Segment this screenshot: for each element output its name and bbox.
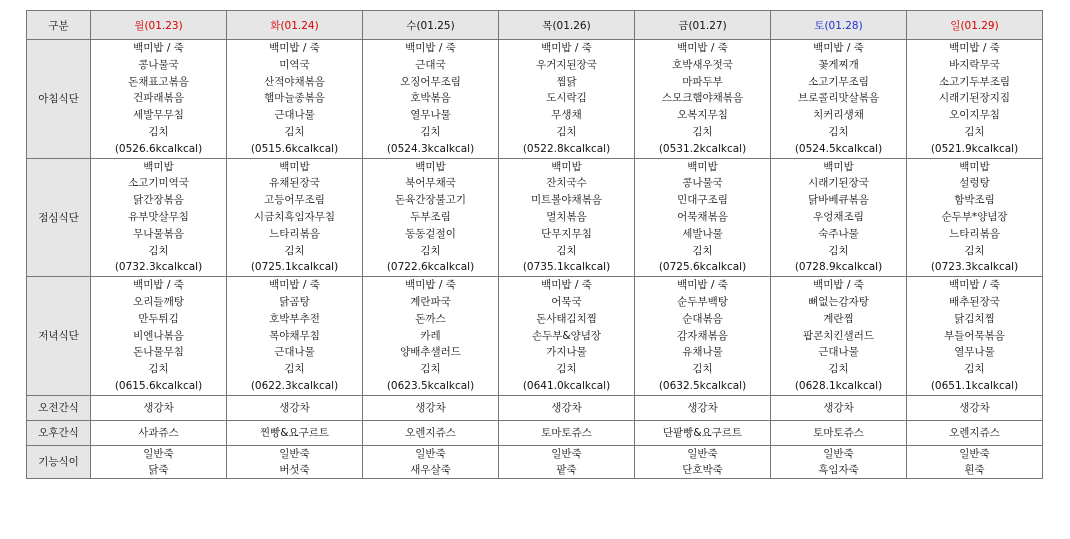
menu-item: 백미밥 / 죽 [269,42,320,54]
day-header-sun: 일(01.29) [907,11,1043,40]
menu-item: 가지나물 [546,346,587,359]
menu-item: 부들어묵볶음 [944,329,1005,342]
menu-item: 일반죽 [415,447,446,460]
menu-item: (0615.6kcalkcal) [114,379,203,392]
menu-item: 산적야채볶음 [264,75,325,88]
snack-cell: 생강차 [771,395,907,420]
day-header-wed: 수(01.25) [363,11,499,40]
menu-item: 일반죽 [143,447,174,460]
menu-item: 돈까스 [415,312,446,325]
menu-item: 김치 [420,125,441,138]
snack-cell: 오렌지쥬스 [907,420,1043,445]
menu-item: 단무지무침 [541,227,592,240]
row-label-lunch: 점심식단 [27,158,91,277]
meal-cell [907,158,1043,277]
menu-item: 소고기미역국 [128,177,189,190]
meal-cell [91,40,227,159]
menu-item: 흰죽 [964,463,985,476]
corner-header: 구분 [27,11,91,40]
menu-item: 세발무무침 [133,109,184,122]
menu-item: 시금치흑임자무침 [253,210,336,223]
menu-item: 북어무채국 [405,177,456,190]
menu-item: 김치 [692,244,713,257]
menu-item: (0728.9kcalkcal) [794,261,883,274]
meal-cell [363,158,499,277]
menu-item: 돈육간장불고기 [394,194,466,207]
day-header-thu: 목(01.26) [499,11,635,40]
day-header-fri: 금(01.27) [635,11,771,40]
menu-item: 콩나물국 [138,58,179,71]
menu-item: (0622.3kcalkcal) [250,379,339,392]
menu-item: 치커리생채 [813,109,864,122]
functional-diet-row [27,445,1043,478]
menu-item: 오복지무침 [677,109,728,122]
menu-item: 순두부백탕 [677,295,728,308]
menu-item: 일반죽 [687,447,718,460]
menu-item: 김치 [964,363,985,376]
menu-item: 뼈없는감자탕 [808,295,869,308]
menu-item: 흑임자죽 [818,463,859,476]
functional-cell [771,445,907,478]
snack-cell: 찐빵&요구르트 [227,420,363,445]
menu-item: (0651.1kcalkcal) [930,379,1019,392]
menu-item: 바지락무국 [949,58,1000,71]
meal-cell [771,158,907,277]
menu-item: 브로콜리맛살볶음 [797,92,880,105]
menu-item: 백미밥 [143,160,174,173]
snack-cell: 생강차 [907,395,1043,420]
day-header-tue: 화(01.24) [227,11,363,40]
menu-item: 김치 [828,244,849,257]
meal-cell [907,40,1043,159]
menu-item: 김치 [964,125,985,138]
menu-item: (0725.1kcalkcal) [250,261,339,274]
meal-cell [499,277,635,396]
day-header-sat: 토(01.28) [771,11,907,40]
menu-item: 닭바베큐볶음 [808,194,869,207]
menu-item: 계란파국 [410,295,451,308]
menu-item: (0522.8kcalkcal) [522,142,611,155]
meal-cell [907,277,1043,396]
menu-item: (0632.5kcalkcal) [658,379,747,392]
menu-item: (0732.3kcalkcal) [114,261,203,274]
menu-item: 김치 [420,363,441,376]
menu-item: 김치 [692,125,713,138]
menu-item: 팥죽 [556,463,577,476]
menu-item: 백미밥 / 죽 [949,42,1000,54]
menu-item: (0628.1kcalkcal) [794,379,883,392]
meal-cell [771,277,907,396]
snack-cell: 토마토쥬스 [771,420,907,445]
menu-item: 어묵채볶음 [677,210,728,223]
header-row [27,11,1043,40]
menu-item: (0521.9kcalkcal) [930,142,1019,155]
menu-item: 찜닭 [556,75,577,88]
snack-cell: 사과쥬스 [91,420,227,445]
menu-item: 백미밥 / 죽 [405,42,456,54]
menu-item: 닭김치찜 [954,312,995,325]
menu-item: 호박부추전 [269,312,320,325]
menu-item: 오징어무조림 [400,75,461,88]
meal-cell [635,158,771,277]
menu-item: 손두부&양념장 [531,329,602,342]
menu-item: 감자채볶음 [677,329,728,342]
menu-item: 김치 [964,244,985,257]
menu-item: 백미밥 / 죽 [269,279,320,292]
menu-item: (0641.0kcalkcal) [522,379,611,392]
menu-item: 김치 [284,363,305,376]
menu-item: 멸치볶음 [546,210,587,223]
menu-item: 미트볼야채볶음 [530,194,602,207]
menu-item: 양배추샐러드 [400,346,461,359]
dinner-row [27,277,1043,396]
menu-item: 고등어무조림 [264,194,325,207]
menu-item: 백미밥 / 죽 [541,42,592,54]
menu-item: 백미밥 [687,160,718,173]
menu-item: 돈채표고볶음 [128,75,189,88]
menu-item: 돈사태김치찜 [536,312,597,325]
snack-cell: 오렌지쥬스 [363,420,499,445]
meal-cell [363,277,499,396]
menu-item: (0531.2kcalkcal) [658,142,747,155]
menu-item: 백미밥 [279,160,310,173]
menu-item: 백미밥 / 죽 [677,279,728,292]
menu-item: 백미밥 [415,160,446,173]
weekly-meal-table [26,10,1043,479]
menu-item: 단호박죽 [682,463,723,476]
meal-cell [635,40,771,159]
menu-item: 김치 [828,363,849,376]
menu-item: 어묵국 [551,295,582,308]
day-header-mon: 월(01.23) [91,11,227,40]
menu-item: 새우살죽 [410,463,451,476]
menu-item: 근대나물 [274,109,315,122]
menu-item: 민대구조림 [677,194,728,207]
functional-cell [227,445,363,478]
am-snack-row [27,395,1043,420]
row-label-functional: 기능식이 [27,445,91,478]
menu-item: 유채나물 [682,346,723,359]
menu-item: 닭죽 [148,463,169,476]
lunch-row [27,158,1043,277]
menu-item: 일반죽 [551,447,582,460]
menu-item: 오리들깨탕 [133,295,184,308]
menu-item: 일반죽 [823,447,854,460]
menu-item: 김치 [284,125,305,138]
menu-item: 순대볶음 [682,312,723,325]
snack-cell: 토마토쥬스 [499,420,635,445]
menu-item: 마파두부 [682,75,723,88]
menu-item: 목야채무침 [269,329,320,342]
meal-cell [227,158,363,277]
menu-item: 백미밥 / 죽 [133,42,184,54]
menu-item: 두부조림 [410,210,451,223]
functional-cell [363,445,499,478]
menu-item: 호박새우젓국 [672,58,733,71]
menu-item: 백미밥 / 죽 [405,279,456,292]
menu-item: 스모크햄야채볶음 [661,92,744,105]
menu-item: 시래기된장국 [808,177,869,190]
meal-cell [227,40,363,159]
snack-cell: 생강차 [91,395,227,420]
menu-item: 순두부*양념장 [941,210,1008,223]
menu-item: (0735.1kcalkcal) [522,261,611,274]
menu-item: 백미밥 / 죽 [677,42,728,54]
snack-cell: 생강차 [363,395,499,420]
functional-cell [907,445,1043,478]
snack-cell: 생강차 [499,395,635,420]
menu-item: 숙주나물 [818,227,859,240]
menu-item: 근대나물 [274,346,315,359]
menu-item: 근대국 [415,58,446,71]
menu-item: 유부맛살무침 [128,210,189,223]
menu-item: 도시락김 [546,92,587,105]
menu-item: 느타리볶음 [269,227,320,240]
menu-item: 닭곰탕 [279,295,310,308]
menu-item: (0725.6kcalkcal) [658,261,747,274]
row-label-dinner: 저녁식단 [27,277,91,396]
row-label-breakfast: 아침식단 [27,40,91,159]
meal-cell [91,158,227,277]
menu-item: (0722.6kcalkcal) [386,261,475,274]
menu-item: 백미밥 / 죽 [541,279,592,292]
menu-item: 콩나물국 [682,177,723,190]
menu-item: 만두튀김 [138,312,179,325]
menu-item: 김치 [284,244,305,257]
menu-item: 김치 [148,363,169,376]
menu-item: 설렁탕 [959,177,990,190]
menu-item: 세발나물 [682,227,723,240]
menu-item: 김치 [692,363,713,376]
menu-item: 꽃게찌개 [818,58,859,71]
menu-item: 김치 [556,363,577,376]
functional-cell [635,445,771,478]
menu-item: 김치 [420,244,441,257]
snack-cell: 생강차 [635,395,771,420]
menu-item: 백미밥 / 죽 [813,279,864,292]
menu-item: (0723.3kcalkcal) [930,261,1019,274]
menu-item: 소고기무조림 [808,75,869,88]
menu-item: 카레 [420,329,441,342]
menu-item: 건파래볶음 [133,92,184,105]
functional-cell [499,445,635,478]
menu-item: 근대나물 [818,346,859,359]
menu-item: 열무나물 [410,109,451,122]
menu-item: 시래기된장지짐 [938,92,1010,105]
menu-item: 버섯죽 [279,463,310,476]
menu-item: 잔치국수 [546,177,587,190]
menu-item: (0524.3kcalkcal) [386,142,475,155]
menu-item: 배추된장국 [949,295,1000,308]
meal-cell [499,40,635,159]
meal-cell [635,277,771,396]
menu-item: (0515.6kcalkcal) [250,142,339,155]
menu-item: 비엔나볶음 [133,329,184,342]
menu-item: 미역국 [279,58,310,71]
meal-cell [227,277,363,396]
meal-cell [771,40,907,159]
menu-item: 우거지된장국 [536,58,597,71]
menu-item: (0526.6kcalkcal) [114,142,203,155]
menu-item: 일반죽 [279,447,310,460]
menu-item: 백미밥 / 죽 [813,42,864,54]
snack-cell: 단팥빵&요구르트 [635,420,771,445]
menu-item: 햄마늘종볶음 [264,92,325,105]
breakfast-row [27,40,1043,159]
menu-item: 돈나물무침 [133,346,184,359]
pm-snack-row [27,420,1043,445]
functional-cell [91,445,227,478]
menu-item: 일반죽 [959,447,990,460]
menu-item: 무나물볶음 [133,227,184,240]
menu-item: 김치 [148,244,169,257]
menu-item: 소고기두부조림 [938,75,1010,88]
snack-cell: 생강차 [227,395,363,420]
menu-item: 호박볶음 [410,92,451,105]
menu-item: 동동겉절이 [405,227,456,240]
menu-item: 우엉채조림 [813,210,864,223]
menu-item: (0524.5kcalkcal) [794,142,883,155]
menu-item: 무생채 [551,109,582,122]
menu-item: 백미밥 [823,160,854,173]
row-label-am-snack: 오전간식 [27,395,91,420]
meal-cell [363,40,499,159]
menu-item: 김치 [556,244,577,257]
menu-item: 백미밥 / 죽 [949,279,1000,292]
menu-item: 김치 [828,125,849,138]
menu-item: 느타리볶음 [949,227,1000,240]
menu-item: 김치 [148,125,169,138]
menu-item: 오이지무침 [949,109,1000,122]
menu-item: 열무나물 [954,346,995,359]
menu-item: (0623.5kcalkcal) [386,379,475,392]
menu-item: 백미밥 [959,160,990,173]
menu-item: 김치 [556,125,577,138]
menu-item: 함박조림 [954,194,995,207]
menu-item: 팝콘치킨샐러드 [802,329,874,342]
meal-cell [499,158,635,277]
menu-item: 백미밥 / 죽 [133,279,184,292]
menu-item: 유채된장국 [269,177,320,190]
row-label-pm-snack: 오후간식 [27,420,91,445]
menu-item: 닭간장볶음 [133,194,184,207]
meal-cell [91,277,227,396]
menu-item: 계란찜 [823,312,854,325]
menu-item: 백미밥 [551,160,582,173]
